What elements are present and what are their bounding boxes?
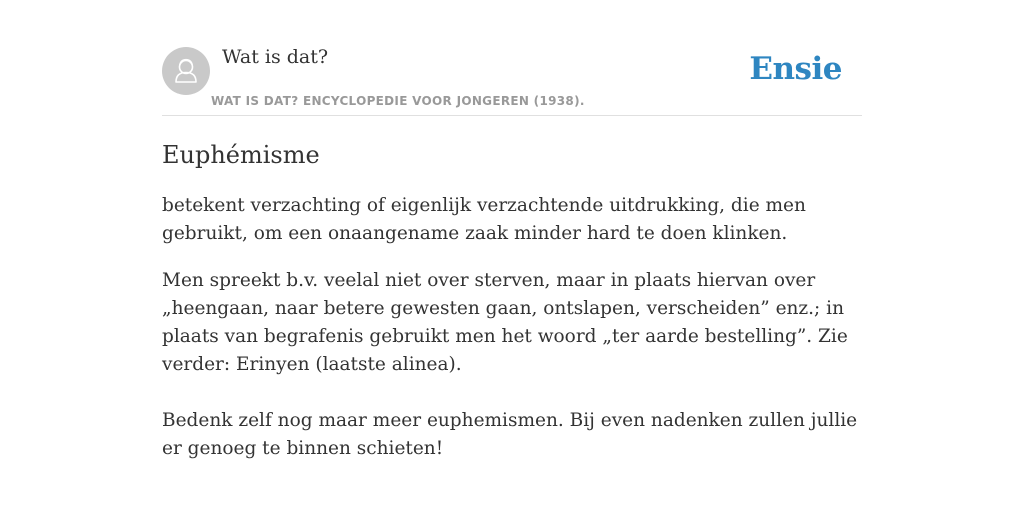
page xyxy=(162,0,862,463)
article-paragraph-2: Men spreekt b.v. veelal niet over sterven, maar in plaats hiervan over „heengaan, naar betere gewesten gaan, ontslapen, verscheiden” enz.; in plaats van begrafenis gebruikt men het woord „ter aarde bestelling”. Zie verder: Erinyen (laatste alinea). xyxy=(162,270,848,375)
brand-logo[interactable]: Ensie xyxy=(749,51,842,87)
article-paragraph-1: betekent verzachting of eigenlijk verzachtende uitdrukking, die men gebruikt, om een onaangename zaak minder hard te doen klinken. xyxy=(162,195,806,244)
source-header xyxy=(162,0,862,116)
source-subtitle[interactable]: WAT IS DAT? ENCYCLOPEDIE VOOR JONGEREN (1938). xyxy=(211,94,585,108)
user-avatar-icon[interactable] xyxy=(162,47,210,95)
source-title[interactable]: Wat is dat? xyxy=(222,46,329,68)
article-paragraph-3: Bedenk zelf nog maar meer euphemismen. Bij even nadenken zullen jullie er genoeg te binnen schieten! xyxy=(162,410,858,459)
article-title: Euphémisme xyxy=(162,141,320,169)
